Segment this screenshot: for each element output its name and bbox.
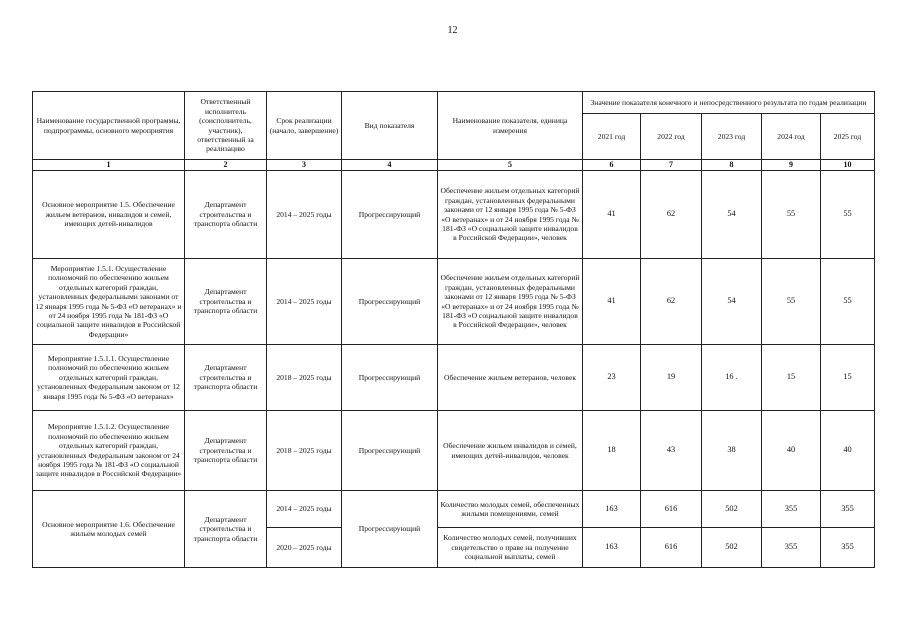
- period-cell: 2020 – 2025 годы: [267, 528, 342, 568]
- value-cell: 18: [583, 411, 641, 491]
- value-cell: 16 .: [702, 345, 762, 411]
- table-row: [33, 171, 875, 259]
- header-year: 2024 год: [762, 114, 821, 160]
- value-cell: 62: [641, 171, 702, 259]
- indicators-table: [32, 91, 875, 568]
- program-name-cell: Мероприятие 1.5.1.2. Осуществление полномочий по обеспечению жильем отдельных категорий граждан, установленных Федеральным законом от 24 ноября 1995 года № 181-ФЗ «О социальной защите инвалидов в Российской Федерации»: [33, 411, 185, 491]
- executor-cell: Департамент строительства и транспорта области: [185, 171, 267, 259]
- indicator-type-cell: Прогрессирующий: [342, 345, 438, 411]
- column-number: 6: [583, 160, 641, 171]
- indicator-type-cell: Прогрессирующий: [342, 411, 438, 491]
- header-year: 2022 год: [641, 114, 702, 160]
- value-cell: 355: [762, 491, 821, 528]
- table-row: [33, 411, 875, 491]
- value-cell: 616: [641, 528, 702, 568]
- column-number: 2: [185, 160, 267, 171]
- executor-cell: Департамент строительства и транспорта области: [185, 491, 267, 568]
- header-year: 2023 год: [702, 114, 762, 160]
- executor-cell: Департамент строительства и транспорта области: [185, 411, 267, 491]
- value-cell: 62: [641, 259, 702, 345]
- program-name-cell: Мероприятие 1.5.1.1. Осуществление полномочий по обеспечению жильем отдельных категорий граждан, установленных Федеральным законом от 12 января 1995 года № 5-ФЗ «О ветеранах»: [33, 345, 185, 411]
- program-name-cell: Основное мероприятие 1.5. Обеспечение жильем ветеранов, инвалидов и семей, имеющих детей-инвалидов: [33, 171, 185, 259]
- indicator-name-cell: Количество молодых семей, обеспеченных жилыми помещениями, семей: [438, 491, 583, 528]
- value-cell: 54: [702, 259, 762, 345]
- value-cell: 163: [583, 491, 641, 528]
- value-cell: 355: [762, 528, 821, 568]
- header-program: Наименование государственной программы, подпрограммы, основного мероприятия: [33, 92, 185, 160]
- indicator-type-cell: Прогрессирующий: [342, 259, 438, 345]
- value-cell: 40: [821, 411, 875, 491]
- column-number: 3: [267, 160, 342, 171]
- indicator-name-cell: Количество молодых семей, получивших свидетельство о праве на получение социальной выплаты, семей: [438, 528, 583, 568]
- header-indicator-type: Вид показателя: [342, 92, 438, 160]
- value-cell: 41: [583, 259, 641, 345]
- value-cell: 355: [821, 528, 875, 568]
- value-cell: 163: [583, 528, 641, 568]
- value-cell: 55: [762, 259, 821, 345]
- value-cell: 41: [583, 171, 641, 259]
- value-cell: 15: [821, 345, 875, 411]
- indicator-type-cell: Прогрессирующий: [342, 171, 438, 259]
- column-number: 1: [33, 160, 185, 171]
- table-row: [33, 345, 875, 411]
- table-row: [33, 491, 875, 528]
- value-cell: 502: [702, 528, 762, 568]
- column-number: 10: [821, 160, 875, 171]
- value-cell: 616: [641, 491, 702, 528]
- period-cell: 2014 – 2025 годы: [267, 171, 342, 259]
- value-cell: 355: [821, 491, 875, 528]
- value-cell: 43: [641, 411, 702, 491]
- header-period: Срок реализации (начало, завершение): [267, 92, 342, 160]
- value-cell: 55: [821, 171, 875, 259]
- value-cell: 19: [641, 345, 702, 411]
- executor-cell: Департамент строительства и транспорта области: [185, 259, 267, 345]
- header-indicator-name: Наименование показателя, единица измерения: [438, 92, 583, 160]
- page-number: 12: [447, 25, 458, 36]
- indicator-type-cell: Прогрессирующий: [342, 491, 438, 568]
- indicator-name-cell: Обеспечение жильем инвалидов и семей, имеющих детей-инвалидов, человек: [438, 411, 583, 491]
- column-number: 4: [342, 160, 438, 171]
- value-cell: 55: [821, 259, 875, 345]
- period-cell: 2014 – 2025 годы: [267, 491, 342, 528]
- header-values-group: Значение показателя конечного и непосредственного результата по годам реализации: [583, 92, 875, 114]
- column-number: 7: [641, 160, 702, 171]
- value-cell: 38: [702, 411, 762, 491]
- value-cell: 54: [702, 171, 762, 259]
- program-name-cell: Основное мероприятие 1.6. Обеспечение жильем молодых семей: [33, 491, 185, 568]
- program-name-cell: Мероприятие 1.5.1. Осуществление полномочий по обеспечению жильем отдельных категорий граждан, установленных федеральными законами от 12 января 1995 года № 5-ФЗ «О ветеранах» и от 24 ноября 1995 года № 181-ФЗ «О социальной защите инвалидов в Российской Федерации»: [33, 259, 185, 345]
- column-number: 8: [702, 160, 762, 171]
- value-cell: 55: [762, 171, 821, 259]
- indicator-name-cell: Обеспечение жильем ветеранов, человек: [438, 345, 583, 411]
- period-cell: 2018 – 2025 годы: [267, 411, 342, 491]
- value-cell: 23: [583, 345, 641, 411]
- value-cell: 502: [702, 491, 762, 528]
- table-row: [33, 259, 875, 345]
- header-year: 2025 год: [821, 114, 875, 160]
- column-number: 5: [438, 160, 583, 171]
- header-year: 2021 год: [583, 114, 641, 160]
- header-executor: Ответственный исполнитель (соисполнитель, участник), ответственный за реализацию: [185, 92, 267, 160]
- indicator-name-cell: Обеспечение жильем отдельных категорий граждан, установленных федеральными законами от 12 января 1995 года № 5-ФЗ «О ветеранах» и от 24 ноября 1995 года № 181-ФЗ «О социальной защите инвалидов в Российской Федерации», человек: [438, 259, 583, 345]
- period-cell: 2014 – 2025 годы: [267, 259, 342, 345]
- period-cell: 2018 – 2025 годы: [267, 345, 342, 411]
- column-number: 9: [762, 160, 821, 171]
- indicator-name-cell: Обеспечение жильем отдельных категорий граждан, установленных федеральными законами от 12 января 1995 года № 5-ФЗ «О ветеранах» и от 24 ноября 1995 года № 181-ФЗ «О социальной защите инвалидов в Российской Федерации», человек: [438, 171, 583, 259]
- value-cell: 40: [762, 411, 821, 491]
- executor-cell: Департамент строительства и транспорта области: [185, 345, 267, 411]
- value-cell: 15: [762, 345, 821, 411]
